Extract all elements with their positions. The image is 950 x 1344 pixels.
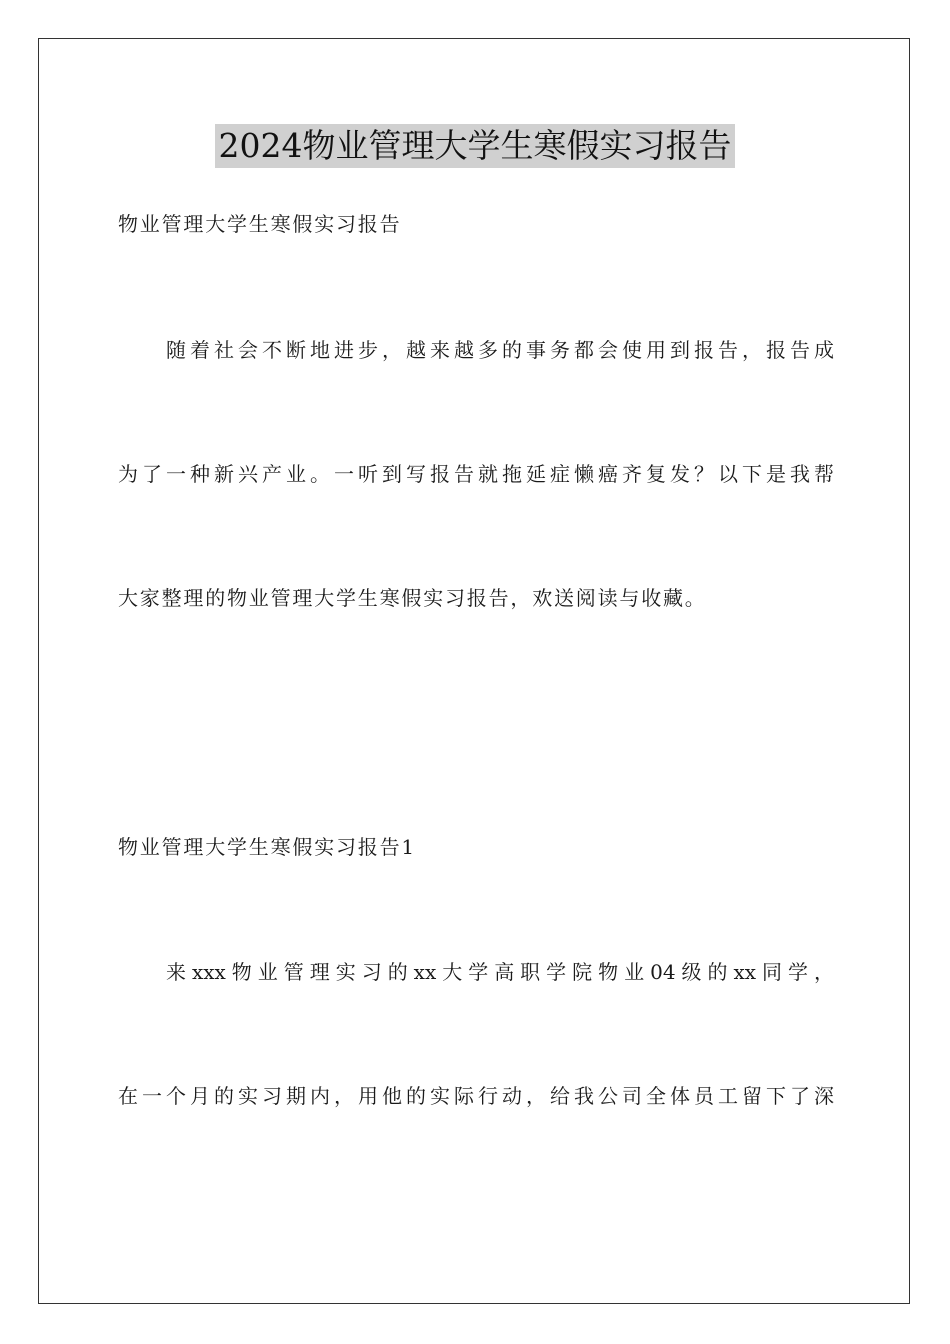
section-line-1: 来xxx物业管理实习的xx大学高职学院物业04级的xx同学， bbox=[166, 960, 834, 984]
section-heading: 物业管理大学生寒假实习报告1 bbox=[118, 835, 416, 859]
intro-line-1: 随着社会不断地进步，越来越多的事务都会使用到报告，报告成 bbox=[166, 338, 834, 362]
section-line-2: 在一个月的实习期内，用他的实际行动，给我公司全体员工留下了深 bbox=[118, 1084, 834, 1108]
document-subtitle: 物业管理大学生寒假实习报告 bbox=[118, 212, 402, 236]
title-container bbox=[0, 124, 950, 168]
intro-line-2: 为了一种新兴产业。一听到写报告就拖延症懒癌齐复发？以下是我帮 bbox=[118, 462, 834, 486]
intro-line-3: 大家整理的物业管理大学生寒假实习报告，欢送阅读与收藏。 bbox=[118, 586, 707, 610]
document-title: 2024物业管理大学生寒假实习报告 bbox=[215, 124, 736, 168]
